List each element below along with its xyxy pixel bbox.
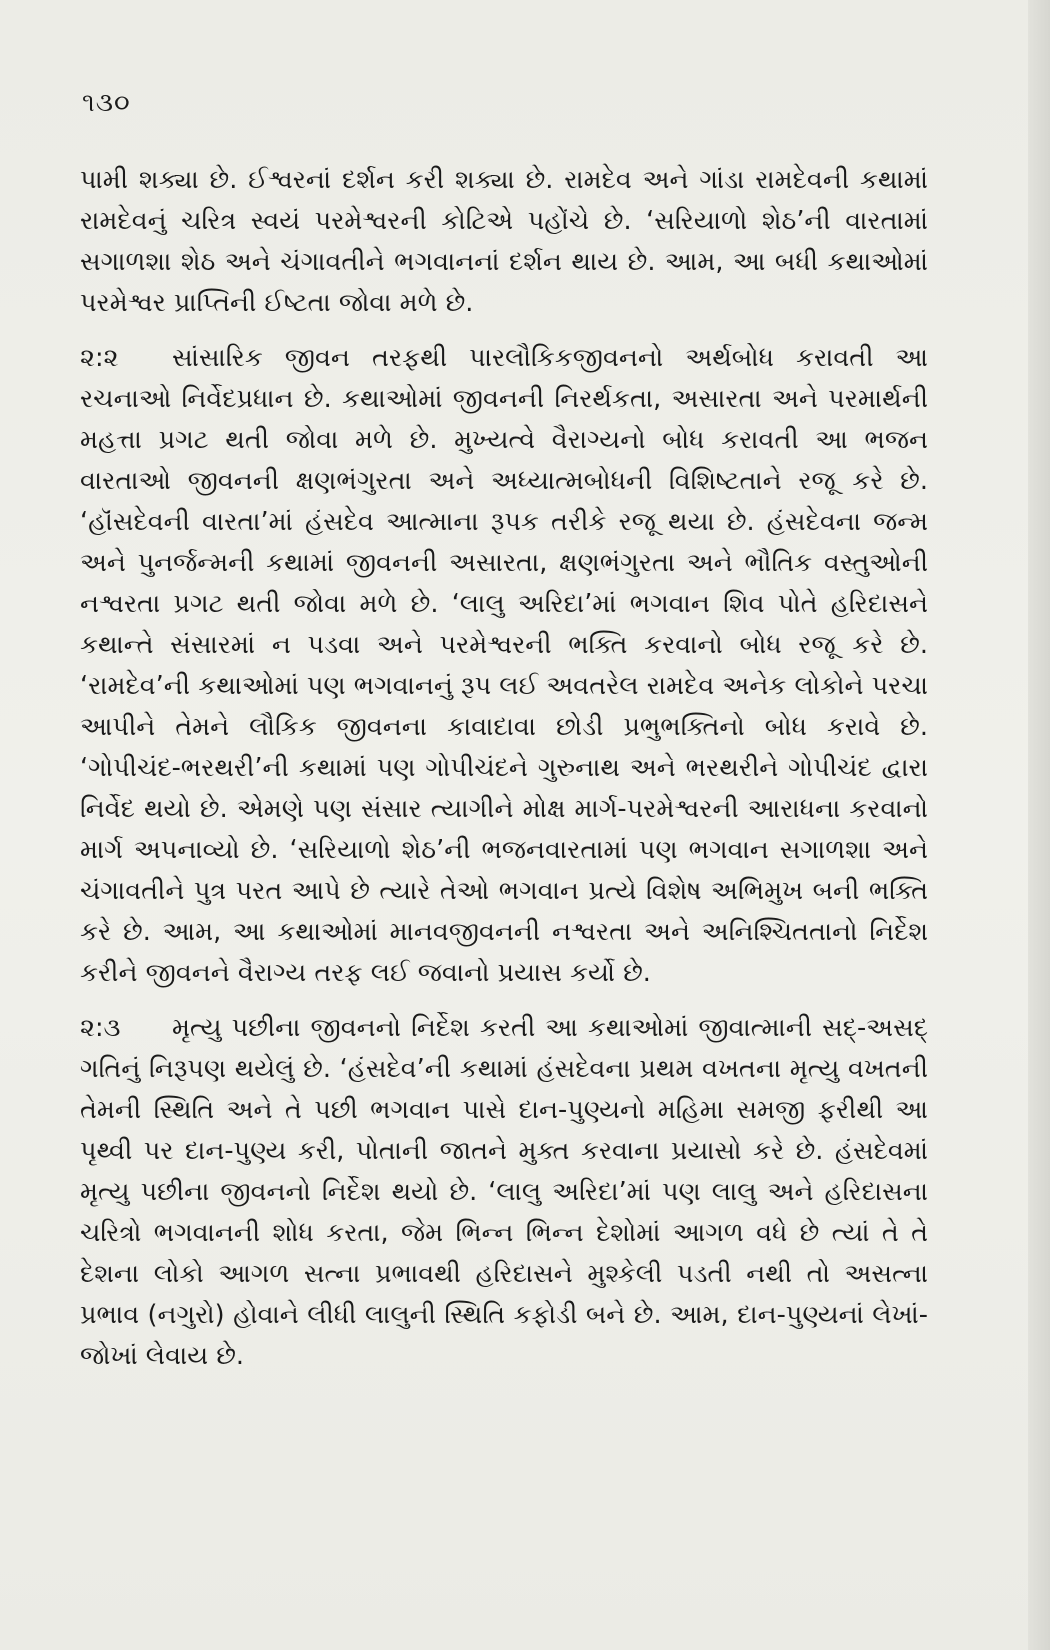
paragraph-2 [80,338,928,994]
paragraph-text: પામી શક્યા છે. ઈશ્વરનાં દર્શન કરી શક્યા છે. રામદેવ અને ગાંડા રામદેવની કથામાં રામદેવનું ચરિત્ર સ્વયં પરમેશ્વરની કોટિએ પહોંચે છે. ‘સરિયાળો શેઠ’ની વારતામાં સગાળશા શેઠ અને ચંગાવતીને ભગવાનનાં દર્શન થાય છે. આમ, આ બધી કથાઓમાં પરમેશ્વર પ્રાપ્તિની ઈષ્ટતા જોવા મળે છે. [80,165,928,318]
section-number: ૨:૨ [80,343,119,373]
paragraph-text: મૃત્યુ પછીના જીવનનો નિર્દેશ કરતી આ કથાઓમાં જીવાત્માની સદ્-અસદ્ ગતિનું નિરૂપણ થયેલું છે. ‘હંસદેવ’ની કથામાં હંસદેવના પ્રથમ વખતના મૃત્યુ વખતની તેમની સ્થિતિ અને તે પછી ભગવાન પાસે દાન-પુણ્યનો મહિમા સમજી ફરીથી આ પૃથ્વી પર દાન-પુણ્ય કરી, પોતાની જાતને મુક્ત કરવાના પ્રયાસો કરે છે. હંસદેવમાં મૃત્યુ પછીના જીવનનો નિર્દેશ થયો છે. ‘લાલુ અરિદા’માં પણ લાલુ અને હરિદાસના ચરિત્રો ભગવાનની શોધ કરતા, જેમ ભિન્ન ભિન્ન દેશોમાં આગળ વધે છે ત્યાં તે તે દેશના લોકો આગળ સત્ના પ્રભાવથી હરિદાસને મુશ્કેલી પડતી નથી તો અસત્ના પ્રભાવ (નગુરો) હોવાને લીધી લાલુની સ્થિતિ કફોડી બને છે. આમ, દાન-પુણ્યનાં લેખાં-જોખાં લેવાય છે. [80,1013,928,1371]
paragraph-text: સાંસારિક જીવન તરફથી પારલૌકિકજીવનનો અર્થબોધ કરાવતી આ રચનાઓ નિર્વેદપ્રધાન છે. કથાઓમાં જીવનની નિરર્થકતા, અસારતા અને પરમાર્થની મહત્તા પ્રગટ થતી જોવા મળે છે. મુખ્યત્વે વૈરાગ્યનો બોધ કરાવતી આ ભજન વારતાઓ જીવનની ક્ષણભંગુરતા અને અધ્યાત્મબોધની વિશિષ્ટતાને રજૂ કરે છે. ‘હૉંસદેવની વારતા’માં હંસદેવ આત્માના રૂપક તરીકે રજૂ થયા છે. હંસદેવના જન્મ અને પુનર્જન્મની કથામાં જીવનની અસારતા, ક્ષણભંગુરતા અને ભૌતિક વસ્તુઓની નશ્વરતા પ્રગટ થતી જોવા મળે છે. ‘લાલુ અરિદા’માં ભગવાન શિવ પોતે હરિદાસને કથાન્તે સંસારમાં ન પડવા અને પરમેશ્વરની ભક્તિ કરવાનો બોધ રજૂ કરે છે. ‘રામદેવ’ની કથાઓમાં પણ ભગવાનનું રૂપ લઈ અવતરેલ રામદેવ અનેક લોકોને પરચા આપીને તેમને લૌકિક જીવનના કાવાદાવા છોડી પ્રભુભક્તિનો બોધ કરાવે છે. ‘ગોપીચંદ-ભરથરી’ની કથામાં પણ ગોપીચંદને ગુરુનાથ અને ભરથરીને ગોપીચંદ દ્વારા નિર્વેદ થયો છે. એમણે પણ સંસાર ત્યાગીને મોક્ષ માર્ગ-પરમેશ્વરની આરાધના કરવાનો માર્ગ અપનાવ્યો છે. ‘સરિયાળો શેઠ’ની ભજનવારતામાં પણ ભગવાન સગાળશા અને ચંગાવતીને પુત્ર પરત આપે છે ત્યારે તેઓ ભગવાન પ્રત્યે વિશેષ અભિમુખ બની ભક્તિ કરે છે. આમ, આ કથાઓમાં માનવજીવનની નશ્વરતા અને અનિશ્ચિતતાનો નિર્દેશ કરીને જીવનને વૈરાગ્ય તરફ લઈ જવાનો પ્રયાસ કર્યો છે. [80,343,928,988]
paragraph-1 [80,160,928,324]
page-body [80,160,928,1377]
paragraph-3 [80,1008,928,1377]
page-number: ૧૩૦ [82,88,131,118]
section-number: ૨:૩ [80,1013,121,1043]
page-edge [1028,0,1050,1650]
